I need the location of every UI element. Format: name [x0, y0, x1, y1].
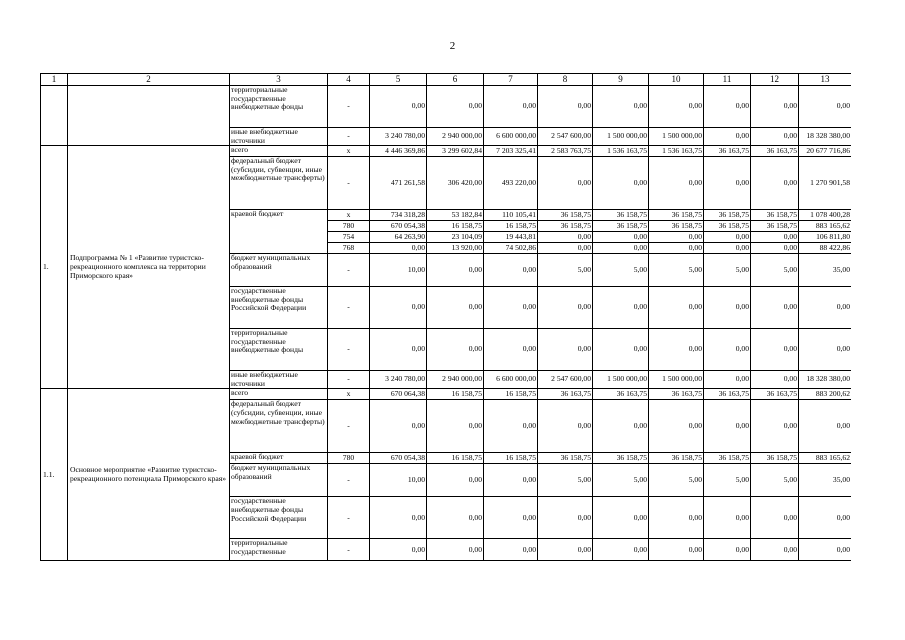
value-cell: 883 165,62 — [799, 453, 852, 464]
budget-code-cell: - — [328, 157, 370, 210]
value-cell: 36 158,75 — [649, 453, 704, 464]
budget-code-cell: 780 — [328, 453, 370, 464]
header-cell: 8 — [538, 74, 593, 86]
value-cell: 106 811,80 — [799, 232, 852, 243]
value-cell: 0,00 — [649, 287, 704, 329]
funding-source-label: иные внебюджетные источники — [230, 371, 328, 389]
header-cell: 12 — [751, 74, 799, 86]
value-cell: 0,00 — [484, 539, 538, 561]
value-cell: 5,00 — [649, 464, 704, 497]
value-cell: 0,00 — [370, 243, 427, 254]
value-cell: 670 054,38 — [370, 221, 427, 232]
value-cell: 0,00 — [704, 287, 751, 329]
page-number: 2 — [449, 40, 456, 52]
value-cell: 36 163,75 — [538, 389, 593, 400]
value-cell: 36 158,75 — [704, 221, 751, 232]
value-cell: 471 261,58 — [370, 157, 427, 210]
value-cell: 2 547 600,00 — [538, 128, 593, 146]
column-number-header — [41, 74, 852, 86]
table-row — [41, 86, 852, 128]
header-cell: 6 — [427, 74, 484, 86]
funding-source-label: федеральный бюджет (субсидии, субвенции, иные межбюджетные трансферты) — [230, 157, 328, 210]
value-cell: 16 158,75 — [427, 389, 484, 400]
budget-code-cell: 768 — [328, 243, 370, 254]
value-cell: 0,00 — [538, 287, 593, 329]
value-cell: 0,00 — [370, 86, 427, 128]
program-number: 1.1. — [41, 389, 68, 561]
value-cell: 5,00 — [649, 254, 704, 287]
table-row — [41, 389, 852, 400]
value-cell: 0,00 — [751, 157, 799, 210]
value-cell: 0,00 — [751, 128, 799, 146]
value-cell: 35,00 — [799, 464, 852, 497]
value-cell: 36 158,75 — [751, 221, 799, 232]
budget-code-cell: - — [328, 128, 370, 146]
budget-code-cell: - — [328, 287, 370, 329]
budget-code-cell: - — [328, 86, 370, 128]
header-cell: 5 — [370, 74, 427, 86]
value-cell: 36 158,75 — [704, 210, 751, 221]
value-cell: 0,00 — [538, 232, 593, 243]
value-cell: 0,00 — [484, 400, 538, 453]
value-cell: 16 158,75 — [427, 221, 484, 232]
value-cell: 88 422,86 — [799, 243, 852, 254]
value-cell: 0,00 — [751, 329, 799, 371]
funding-source-label: всего — [230, 389, 328, 400]
value-cell: 0,00 — [649, 400, 704, 453]
value-cell: 0,00 — [370, 497, 427, 539]
budget-code-cell: - — [328, 497, 370, 539]
value-cell: 5,00 — [751, 254, 799, 287]
funding-source-label: краевой бюджет — [230, 210, 328, 254]
funding-source-label: бюджет муниципальных образований — [230, 254, 328, 287]
value-cell: 1 536 163,75 — [593, 146, 649, 157]
value-cell: 0,00 — [704, 371, 751, 389]
value-cell: 0,00 — [427, 254, 484, 287]
value-cell: 0,00 — [649, 539, 704, 561]
value-cell: 0,00 — [593, 539, 649, 561]
value-cell: 16 158,75 — [484, 389, 538, 400]
value-cell: 36 163,75 — [751, 389, 799, 400]
value-cell: 0,00 — [751, 497, 799, 539]
value-cell: 2 940 000,00 — [427, 371, 484, 389]
value-cell: 1 500 000,00 — [649, 371, 704, 389]
header-cell: 3 — [230, 74, 328, 86]
value-cell: 0,00 — [484, 287, 538, 329]
value-cell: 0,00 — [427, 400, 484, 453]
value-cell: 5,00 — [751, 464, 799, 497]
value-cell: 1 270 901,58 — [799, 157, 852, 210]
value-cell: 5,00 — [593, 464, 649, 497]
value-cell: 110 105,41 — [484, 210, 538, 221]
value-cell: 0,00 — [751, 86, 799, 128]
budget-code-cell: - — [328, 371, 370, 389]
value-cell: 0,00 — [593, 243, 649, 254]
header-cell: 2 — [68, 74, 230, 86]
value-cell: 0,00 — [704, 539, 751, 561]
value-cell: 64 263,90 — [370, 232, 427, 243]
value-cell: 36 158,75 — [649, 221, 704, 232]
value-cell: 0,00 — [593, 329, 649, 371]
value-cell: 35,00 — [799, 254, 852, 287]
budget-code-cell: - — [328, 539, 370, 561]
value-cell: 1 500 000,00 — [593, 371, 649, 389]
value-cell: 6 600 000,00 — [484, 371, 538, 389]
value-cell: 6 600 000,00 — [484, 128, 538, 146]
program-number: 1. — [41, 146, 68, 389]
value-cell: 3 240 780,00 — [370, 128, 427, 146]
budget-code-cell: x — [328, 389, 370, 400]
funding-source-label: территориальные государственные внебюджетные фонды — [230, 329, 328, 371]
value-cell: 0,00 — [427, 497, 484, 539]
value-cell: 0,00 — [649, 243, 704, 254]
value-cell: 5,00 — [704, 254, 751, 287]
value-cell: 5,00 — [538, 464, 593, 497]
value-cell: 0,00 — [704, 86, 751, 128]
value-cell: 53 182,84 — [427, 210, 484, 221]
value-cell: 0,00 — [484, 86, 538, 128]
value-cell: 2 547 600,00 — [538, 371, 593, 389]
value-cell: 0,00 — [799, 497, 852, 539]
value-cell: 10,00 — [370, 464, 427, 497]
value-cell: 0,00 — [649, 86, 704, 128]
value-cell: 36 163,75 — [649, 389, 704, 400]
value-cell: 0,00 — [538, 157, 593, 210]
value-cell: 0,00 — [427, 287, 484, 329]
funding-source-label: территориальные государственные — [230, 539, 328, 561]
value-cell: 0,00 — [704, 243, 751, 254]
header-cell: 7 — [484, 74, 538, 86]
budget-code-cell: - — [328, 464, 370, 497]
value-cell: 5,00 — [704, 464, 751, 497]
value-cell: 4 446 369,86 — [370, 146, 427, 157]
budget-code-cell: - — [328, 329, 370, 371]
value-cell: 5,00 — [593, 254, 649, 287]
value-cell: 0,00 — [370, 400, 427, 453]
value-cell: 0,00 — [538, 329, 593, 371]
header-cell: 4 — [328, 74, 370, 86]
value-cell: 883 165,62 — [799, 221, 852, 232]
value-cell: 0,00 — [484, 254, 538, 287]
value-cell: 0,00 — [751, 400, 799, 453]
value-cell: 19 443,81 — [484, 232, 538, 243]
value-cell: 20 677 716,86 — [799, 146, 852, 157]
value-cell: 23 104,09 — [427, 232, 484, 243]
value-cell: 1 536 163,75 — [649, 146, 704, 157]
value-cell: 0,00 — [593, 86, 649, 128]
funding-source-label: территориальные государственные внебюджетные фонды — [230, 86, 328, 128]
value-cell: 13 920,00 — [427, 243, 484, 254]
value-cell: 0,00 — [593, 232, 649, 243]
value-cell: 883 200,62 — [799, 389, 852, 400]
header-cell: 10 — [649, 74, 704, 86]
program-name-empty — [68, 86, 230, 146]
value-cell: 0,00 — [593, 157, 649, 210]
value-cell: 0,00 — [799, 329, 852, 371]
value-cell: 670 064,38 — [370, 389, 427, 400]
value-cell: 7 203 325,41 — [484, 146, 538, 157]
value-cell: 0,00 — [799, 287, 852, 329]
funding-source-label: всего — [230, 146, 328, 157]
header-cell: 13 — [799, 74, 852, 86]
value-cell: 0,00 — [427, 86, 484, 128]
value-cell: 0,00 — [538, 539, 593, 561]
value-cell: 0,00 — [427, 464, 484, 497]
value-cell: 0,00 — [649, 232, 704, 243]
value-cell: 16 158,75 — [484, 221, 538, 232]
value-cell: 0,00 — [538, 400, 593, 453]
value-cell: 0,00 — [538, 243, 593, 254]
value-cell: 74 502,86 — [484, 243, 538, 254]
value-cell: 0,00 — [484, 497, 538, 539]
value-cell: 0,00 — [704, 232, 751, 243]
value-cell: 0,00 — [484, 464, 538, 497]
value-cell: 0,00 — [704, 497, 751, 539]
value-cell: 0,00 — [538, 86, 593, 128]
value-cell: 0,00 — [751, 371, 799, 389]
funding-source-label: государственные внебюджетные фонды Российской Федерации — [230, 287, 328, 329]
value-cell: 3 240 780,00 — [370, 371, 427, 389]
value-cell: 36 158,75 — [751, 210, 799, 221]
header-cell: 11 — [704, 74, 751, 86]
header-cell: 1 — [41, 74, 68, 86]
value-cell: 0,00 — [593, 400, 649, 453]
budget-code-cell: 780 — [328, 221, 370, 232]
value-cell: 0,00 — [751, 243, 799, 254]
value-cell: 493 220,00 — [484, 157, 538, 210]
value-cell: 0,00 — [751, 232, 799, 243]
value-cell: 0,00 — [649, 497, 704, 539]
value-cell: 2 583 763,75 — [538, 146, 593, 157]
budget-table — [40, 73, 851, 561]
value-cell: 0,00 — [427, 539, 484, 561]
value-cell: 16 158,75 — [484, 453, 538, 464]
funding-source-label: бюджет муниципальных образований — [230, 464, 328, 497]
value-cell: 18 328 380,00 — [799, 371, 852, 389]
value-cell: 0,00 — [593, 497, 649, 539]
value-cell: 36 163,75 — [751, 146, 799, 157]
value-cell: 0,00 — [370, 329, 427, 371]
value-cell: 0,00 — [593, 287, 649, 329]
value-cell: 734 318,28 — [370, 210, 427, 221]
budget-table-sheet — [40, 73, 851, 583]
header-cell: 9 — [593, 74, 649, 86]
value-cell: 0,00 — [370, 539, 427, 561]
value-cell: 0,00 — [484, 329, 538, 371]
value-cell: 1 078 400,28 — [799, 210, 852, 221]
value-cell: 0,00 — [799, 400, 852, 453]
value-cell: 36 158,75 — [593, 210, 649, 221]
value-cell: 0,00 — [649, 329, 704, 371]
value-cell: 36 158,75 — [593, 221, 649, 232]
program-name: Основное мероприятие «Развитие туристско-рекреационного потенциала Приморского края» — [68, 389, 230, 561]
value-cell: 0,00 — [799, 86, 852, 128]
value-cell: 36 163,75 — [704, 146, 751, 157]
value-cell: 36 158,75 — [704, 453, 751, 464]
table-row — [41, 146, 852, 157]
value-cell: 36 158,75 — [593, 453, 649, 464]
value-cell: 36 158,75 — [538, 210, 593, 221]
value-cell: 36 158,75 — [538, 453, 593, 464]
value-cell: 2 940 000,00 — [427, 128, 484, 146]
budget-code-cell: x — [328, 146, 370, 157]
value-cell: 0,00 — [751, 539, 799, 561]
value-cell: 1 500 000,00 — [649, 128, 704, 146]
value-cell: 3 299 602,84 — [427, 146, 484, 157]
value-cell: 0,00 — [704, 128, 751, 146]
value-cell: 0,00 — [799, 539, 852, 561]
funding-source-label: федеральный бюджет (субсидии, субвенции, иные межбюджетные трансферты) — [230, 400, 328, 453]
budget-code-cell: x — [328, 210, 370, 221]
value-cell: 306 420,00 — [427, 157, 484, 210]
funding-source-label: иные внебюджетные источники — [230, 128, 328, 146]
value-cell: 0,00 — [427, 329, 484, 371]
budget-code-cell: - — [328, 254, 370, 287]
value-cell: 0,00 — [649, 157, 704, 210]
value-cell: 1 500 000,00 — [593, 128, 649, 146]
budget-code-cell: - — [328, 400, 370, 453]
program-name: Подпрограмма № 1 «Развитие туристско-рекреационного комплекса на территории Приморского края» — [68, 146, 230, 389]
value-cell: 36 158,75 — [751, 453, 799, 464]
funding-source-label: краевой бюджет — [230, 453, 328, 464]
value-cell: 16 158,75 — [427, 453, 484, 464]
value-cell: 0,00 — [704, 400, 751, 453]
funding-source-label: государственные внебюджетные фонды Российской Федерации — [230, 497, 328, 539]
value-cell: 36 158,75 — [649, 210, 704, 221]
value-cell: 36 158,75 — [538, 221, 593, 232]
value-cell: 0,00 — [370, 287, 427, 329]
value-cell: 10,00 — [370, 254, 427, 287]
value-cell: 0,00 — [538, 497, 593, 539]
value-cell: 5,00 — [538, 254, 593, 287]
value-cell: 670 054,38 — [370, 453, 427, 464]
value-cell: 36 163,75 — [704, 389, 751, 400]
value-cell: 0,00 — [751, 287, 799, 329]
value-cell: 0,00 — [704, 157, 751, 210]
value-cell: 0,00 — [704, 329, 751, 371]
row-number-empty — [41, 86, 68, 146]
value-cell: 18 328 380,00 — [799, 128, 852, 146]
budget-code-cell: 754 — [328, 232, 370, 243]
value-cell: 36 163,75 — [593, 389, 649, 400]
